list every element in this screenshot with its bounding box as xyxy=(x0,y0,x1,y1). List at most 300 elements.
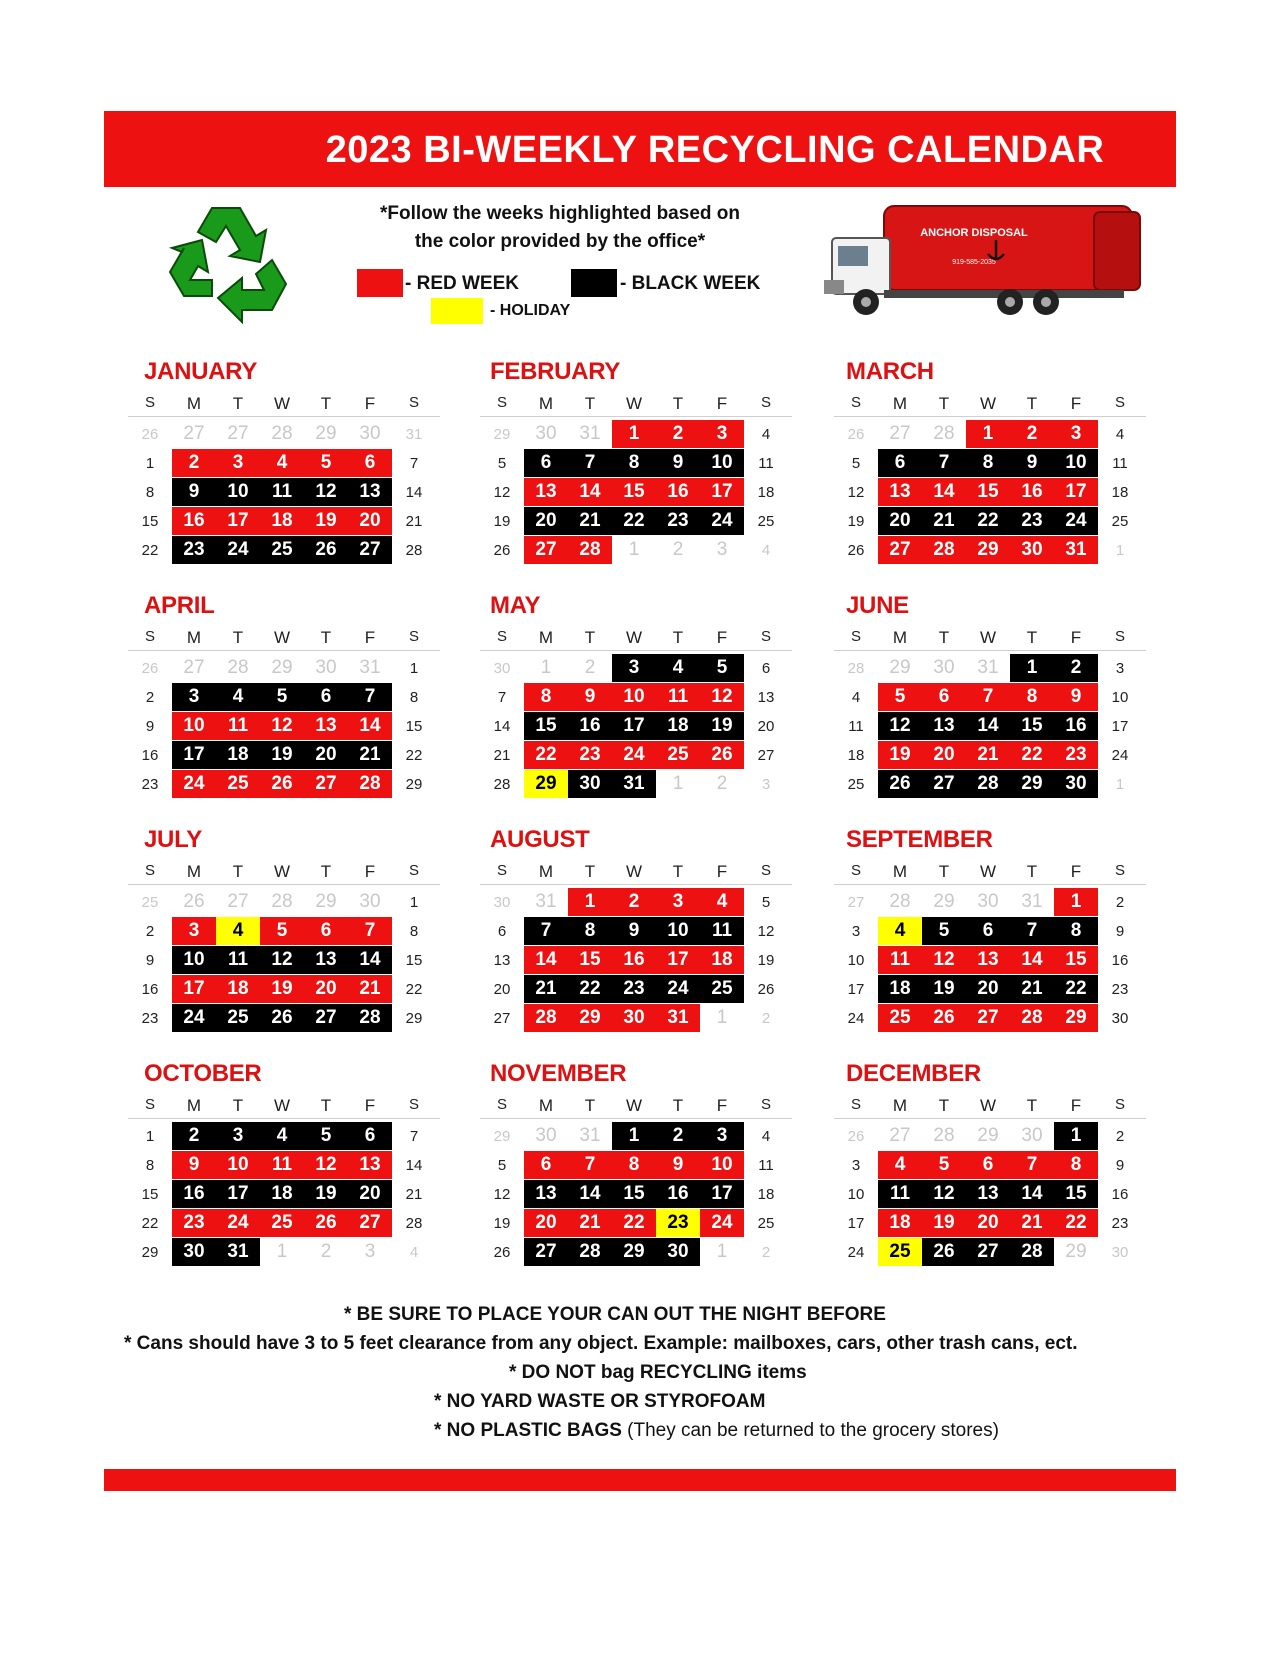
day-cell: 18 xyxy=(847,746,865,764)
day-cell: 17 xyxy=(700,478,744,506)
truck-logo-text: ANCHOR DISPOSAL xyxy=(920,227,1028,239)
day-cell: 27 xyxy=(183,657,205,678)
day-cell: 19 xyxy=(922,1209,966,1237)
day-cell: 28 xyxy=(524,1004,568,1032)
day-cell: 21 xyxy=(1010,1209,1054,1237)
day-cell: 1 xyxy=(145,1127,155,1145)
day-cell: 5 xyxy=(878,683,922,711)
day-cell: 19 xyxy=(493,512,511,530)
day-cell: 1 xyxy=(1115,541,1125,559)
day-cell: 1 xyxy=(409,659,419,677)
red-week-swatch xyxy=(357,269,403,297)
weekday-header: T xyxy=(938,628,950,647)
day-cell: 27 xyxy=(493,1009,511,1027)
day-cell: 1 xyxy=(966,420,1010,448)
day-cell: 31 xyxy=(656,1004,700,1032)
weekday-header: F xyxy=(716,394,728,413)
month-june xyxy=(834,592,1146,802)
weekday-header: T xyxy=(320,1096,332,1115)
day-cell: 26 xyxy=(847,541,865,559)
day-cell: 2 xyxy=(761,1243,771,1261)
month-november xyxy=(480,1060,792,1270)
day-cell: 17 xyxy=(847,1214,865,1232)
page-title: 2023 BI-WEEKLY RECYCLING CALENDAR xyxy=(325,129,1105,171)
day-cell: 30 xyxy=(1054,770,1098,798)
note-line-2: * Cans should have 3 to 5 feet clearance from any object. Example: mailboxes, cars, other trash cans, ect. xyxy=(124,1333,1078,1354)
weekday-header: S xyxy=(496,1096,507,1113)
weekday-header: S xyxy=(144,394,155,411)
weekday-header: S xyxy=(144,628,155,645)
weekday-header: S xyxy=(496,862,507,879)
weekday-header: M xyxy=(538,628,554,647)
weekday-header: S xyxy=(144,862,155,879)
day-cell: 12 xyxy=(493,483,511,501)
day-cell: 18 xyxy=(260,1180,304,1208)
day-cell: 2 xyxy=(672,539,684,560)
day-cell: 12 xyxy=(304,478,348,506)
day-cell: 22 xyxy=(1054,1209,1098,1237)
day-cell: 3 xyxy=(761,775,771,793)
day-cell: 9 xyxy=(568,683,612,711)
day-cell: 29 xyxy=(315,891,337,912)
day-cell: 31 xyxy=(1054,536,1098,564)
day-cell: 8 xyxy=(966,449,1010,477)
day-cell: 19 xyxy=(304,507,348,535)
weekday-header: T xyxy=(672,862,684,881)
day-cell: 22 xyxy=(966,507,1010,535)
note-line-5-normal: (They can be returned to the grocery stores) xyxy=(621,1420,999,1441)
weekday-header-row xyxy=(480,1094,792,1119)
weekday-header: M xyxy=(186,862,202,881)
day-cell: 1 xyxy=(716,1007,728,1028)
day-cell: 18 xyxy=(656,712,700,740)
day-cell: 3 xyxy=(700,1122,744,1150)
day-cell: 2 xyxy=(320,1241,332,1262)
month-january xyxy=(128,358,440,568)
holiday-label: - HOLIDAY xyxy=(490,302,571,319)
month-may xyxy=(480,592,792,802)
day-cell: 25 xyxy=(260,1209,304,1237)
month-name: AUGUST xyxy=(490,826,590,853)
day-cell: 4 xyxy=(851,688,861,706)
weekday-header-row xyxy=(834,626,1146,651)
day-cell: 15 xyxy=(568,946,612,974)
day-cell: 8 xyxy=(612,1151,656,1179)
day-cell: 6 xyxy=(878,449,922,477)
day-cell: 18 xyxy=(757,483,775,501)
day-cell: 11 xyxy=(878,1180,922,1208)
day-cell: 26 xyxy=(141,659,159,677)
month-name: JULY xyxy=(144,826,202,853)
day-cell: 12 xyxy=(757,922,775,940)
day-cell: 13 xyxy=(348,478,392,506)
day-cell: 20 xyxy=(757,717,775,735)
day-cell: 23 xyxy=(656,1209,700,1237)
day-cell: 13 xyxy=(922,712,966,740)
day-cell: 16 xyxy=(1111,1185,1129,1203)
day-cell: 28 xyxy=(568,536,612,564)
month-name: DECEMBER xyxy=(846,1060,981,1087)
black-week-label: - BLACK WEEK xyxy=(620,273,761,294)
day-cell: 16 xyxy=(568,712,612,740)
weekday-header-row xyxy=(480,626,792,651)
day-cell: 30 xyxy=(568,770,612,798)
day-cell: 15 xyxy=(141,1185,159,1203)
day-cell: 5 xyxy=(761,893,771,911)
note-line-3: * DO NOT bag RECYCLING items xyxy=(509,1362,807,1383)
day-cell: 28 xyxy=(847,659,865,677)
day-cell: 18 xyxy=(700,946,744,974)
day-cell: 5 xyxy=(304,1122,348,1150)
month-march xyxy=(834,358,1146,568)
day-cell: 11 xyxy=(1112,454,1128,472)
day-cell: 21 xyxy=(348,741,392,769)
day-cell: 7 xyxy=(409,1127,419,1145)
day-cell: 19 xyxy=(260,741,304,769)
day-cell: 31 xyxy=(579,1125,601,1146)
day-cell: 1 xyxy=(145,454,155,472)
day-cell: 6 xyxy=(966,917,1010,945)
day-cell: 10 xyxy=(847,951,865,969)
day-cell: 25 xyxy=(260,536,304,564)
day-cell: 23 xyxy=(141,775,159,793)
weekday-header: T xyxy=(672,394,684,413)
month-name: MARCH xyxy=(846,358,934,385)
day-cell: 3 xyxy=(656,888,700,916)
weekday-header: S xyxy=(144,1096,155,1113)
weekday-header: F xyxy=(364,862,376,881)
day-cell: 14 xyxy=(348,946,392,974)
day-cell: 6 xyxy=(497,922,507,940)
day-cell: 30 xyxy=(535,423,557,444)
day-cell: 14 xyxy=(524,946,568,974)
day-cell: 4 xyxy=(260,1122,304,1150)
day-cell: 24 xyxy=(1111,746,1129,764)
day-cell: 27 xyxy=(524,1238,568,1266)
day-cell: 31 xyxy=(405,425,423,443)
day-cell: 27 xyxy=(757,746,775,764)
day-cell: 30 xyxy=(977,891,999,912)
weekday-header: T xyxy=(320,394,332,413)
day-cell: 7 xyxy=(568,449,612,477)
day-cell: 10 xyxy=(216,478,260,506)
day-cell: 2 xyxy=(656,1122,700,1150)
day-cell: 27 xyxy=(348,1209,392,1237)
day-cell: 2 xyxy=(1115,893,1125,911)
day-cell: 24 xyxy=(216,536,260,564)
day-cell: 18 xyxy=(757,1185,775,1203)
weekday-header-row xyxy=(480,860,792,885)
day-cell: 25 xyxy=(141,893,159,911)
day-cell: 20 xyxy=(966,975,1010,1003)
day-cell: 1 xyxy=(1054,1122,1098,1150)
day-cell: 9 xyxy=(172,1151,216,1179)
weekday-header: F xyxy=(716,1096,728,1115)
day-cell: 16 xyxy=(141,746,159,764)
day-cell: 19 xyxy=(847,512,865,530)
day-cell: 16 xyxy=(141,980,159,998)
day-cell: 10 xyxy=(172,712,216,740)
weekday-header: M xyxy=(538,1096,554,1115)
day-cell: 26 xyxy=(922,1238,966,1266)
weekday-header: S xyxy=(408,1096,419,1113)
day-cell: 15 xyxy=(1054,1180,1098,1208)
day-cell: 9 xyxy=(1054,683,1098,711)
day-cell: 17 xyxy=(172,975,216,1003)
day-cell: 31 xyxy=(359,657,381,678)
day-cell: 6 xyxy=(966,1151,1010,1179)
day-cell: 25 xyxy=(656,741,700,769)
day-cell: 21 xyxy=(405,512,423,530)
weekday-header: M xyxy=(892,1096,908,1115)
day-cell: 9 xyxy=(656,449,700,477)
day-cell: 14 xyxy=(966,712,1010,740)
weekday-header: S xyxy=(760,394,771,411)
day-cell: 22 xyxy=(568,975,612,1003)
weekday-header: S xyxy=(1114,862,1125,879)
day-cell: 23 xyxy=(172,1209,216,1237)
day-cell: 30 xyxy=(656,1238,700,1266)
day-cell: 16 xyxy=(172,1180,216,1208)
day-cell: 20 xyxy=(922,741,966,769)
day-cell: 7 xyxy=(348,683,392,711)
note-line-4: * NO YARD WASTE OR STYROFOAM xyxy=(434,1391,766,1412)
day-cell: 9 xyxy=(1010,449,1054,477)
day-cell: 3 xyxy=(700,420,744,448)
day-cell: 1 xyxy=(612,1122,656,1150)
day-cell: 10 xyxy=(612,683,656,711)
month-december xyxy=(834,1060,1146,1270)
day-cell: 2 xyxy=(145,922,155,940)
day-cell: 20 xyxy=(524,507,568,535)
title-banner xyxy=(104,111,1176,187)
day-cell: 12 xyxy=(847,483,865,501)
day-cell: 12 xyxy=(878,712,922,740)
day-cell: 21 xyxy=(568,1209,612,1237)
weekday-header: S xyxy=(408,862,419,879)
day-cell: 10 xyxy=(1054,449,1098,477)
day-cell: 1 xyxy=(1115,775,1125,793)
day-cell: 13 xyxy=(524,478,568,506)
day-cell: 8 xyxy=(145,1156,155,1174)
day-cell: 27 xyxy=(183,423,205,444)
weekday-header-row xyxy=(480,392,792,417)
weekday-header: T xyxy=(938,394,950,413)
day-cell: 24 xyxy=(847,1243,865,1261)
day-cell: 29 xyxy=(141,1243,159,1261)
day-cell: 29 xyxy=(568,1004,612,1032)
month-april xyxy=(128,592,440,802)
day-cell: 29 xyxy=(612,1238,656,1266)
day-cell: 20 xyxy=(348,507,392,535)
day-cell: 7 xyxy=(348,917,392,945)
weekday-header-row xyxy=(128,392,440,417)
day-cell: 7 xyxy=(568,1151,612,1179)
day-cell: 27 xyxy=(348,536,392,564)
day-cell: 17 xyxy=(847,980,865,998)
day-cell: 9 xyxy=(172,478,216,506)
day-cell: 26 xyxy=(878,770,922,798)
day-cell: 5 xyxy=(304,449,348,477)
day-cell: 29 xyxy=(315,423,337,444)
day-cell: 11 xyxy=(700,917,744,945)
weekday-header-row xyxy=(834,1094,1146,1119)
day-cell: 10 xyxy=(172,946,216,974)
day-cell: 1 xyxy=(568,888,612,916)
day-cell: 16 xyxy=(656,1180,700,1208)
day-cell: 28 xyxy=(1010,1004,1054,1032)
day-cell: 31 xyxy=(1021,891,1043,912)
day-cell: 29 xyxy=(493,425,511,443)
day-cell: 17 xyxy=(1054,478,1098,506)
day-cell: 2 xyxy=(172,1122,216,1150)
weekday-header-row xyxy=(834,860,1146,885)
day-cell: 20 xyxy=(304,741,348,769)
day-cell: 20 xyxy=(878,507,922,535)
weekday-header: S xyxy=(408,628,419,645)
day-cell: 31 xyxy=(216,1238,260,1266)
day-cell: 7 xyxy=(409,454,419,472)
weekday-header: W xyxy=(979,862,997,881)
day-cell: 4 xyxy=(761,425,771,443)
day-cell: 22 xyxy=(405,980,423,998)
weekday-header: T xyxy=(232,1096,244,1115)
weekday-header: T xyxy=(938,862,950,881)
day-cell: 16 xyxy=(1010,478,1054,506)
weekday-header: S xyxy=(1114,394,1125,411)
garbage-truck-image xyxy=(824,202,1146,326)
day-cell: 25 xyxy=(757,512,775,530)
weekday-header: T xyxy=(584,628,596,647)
day-cell: 12 xyxy=(922,946,966,974)
weekday-header: T xyxy=(232,394,244,413)
day-cell: 19 xyxy=(922,975,966,1003)
day-cell: 14 xyxy=(493,717,511,735)
weekday-header: S xyxy=(408,394,419,411)
day-cell: 6 xyxy=(524,1151,568,1179)
day-cell: 13 xyxy=(757,688,775,706)
day-cell: 24 xyxy=(700,1209,744,1237)
day-cell: 13 xyxy=(878,478,922,506)
weekday-header: F xyxy=(364,394,376,413)
black-week-swatch xyxy=(571,269,617,297)
day-cell: 10 xyxy=(700,449,744,477)
month-october xyxy=(128,1060,440,1270)
day-cell: 25 xyxy=(700,975,744,1003)
weekday-header-row xyxy=(128,626,440,651)
weekday-header: S xyxy=(1114,1096,1125,1113)
weekday-header: S xyxy=(850,628,861,645)
day-cell: 16 xyxy=(1054,712,1098,740)
day-cell: 4 xyxy=(216,683,260,711)
day-cell: 31 xyxy=(579,423,601,444)
day-cell: 4 xyxy=(260,449,304,477)
weekday-header: T xyxy=(1026,628,1038,647)
weekday-header: S xyxy=(760,862,771,879)
day-cell: 27 xyxy=(227,891,249,912)
month-name: JUNE xyxy=(846,592,909,619)
note-line-5 xyxy=(434,1416,999,1445)
weekday-header: W xyxy=(625,862,643,881)
day-cell: 6 xyxy=(304,683,348,711)
weekday-header: T xyxy=(584,862,596,881)
month-name: OCTOBER xyxy=(144,1060,262,1087)
day-cell: 27 xyxy=(524,536,568,564)
day-cell: 26 xyxy=(847,425,865,443)
day-cell: 30 xyxy=(493,893,511,911)
day-cell: 10 xyxy=(656,917,700,945)
day-cell: 2 xyxy=(1010,420,1054,448)
day-cell: 2 xyxy=(612,888,656,916)
day-cell: 23 xyxy=(141,1009,159,1027)
day-cell: 30 xyxy=(359,423,381,444)
day-cell: 3 xyxy=(172,683,216,711)
day-cell: 18 xyxy=(1111,483,1129,501)
day-cell: 27 xyxy=(304,1004,348,1032)
day-cell: 15 xyxy=(1054,946,1098,974)
day-cell: 13 xyxy=(304,712,348,740)
day-cell: 12 xyxy=(304,1151,348,1179)
weekday-header: S xyxy=(1114,628,1125,645)
day-cell: 26 xyxy=(304,536,348,564)
day-cell: 30 xyxy=(493,659,511,677)
day-cell: 26 xyxy=(922,1004,966,1032)
day-cell: 28 xyxy=(568,1238,612,1266)
legend-note-line1: *Follow the weeks highlighted based on xyxy=(380,203,740,224)
day-cell: 6 xyxy=(348,1122,392,1150)
day-cell: 28 xyxy=(271,423,293,444)
day-cell: 2 xyxy=(656,420,700,448)
weekday-header: F xyxy=(1070,628,1082,647)
day-cell: 14 xyxy=(405,1156,423,1174)
weekday-header-row xyxy=(128,860,440,885)
day-cell: 8 xyxy=(524,683,568,711)
day-cell: 6 xyxy=(761,659,771,677)
day-cell: 5 xyxy=(260,683,304,711)
weekday-header: T xyxy=(584,394,596,413)
day-cell: 27 xyxy=(847,893,865,911)
day-cell: 22 xyxy=(524,741,568,769)
day-cell: 25 xyxy=(878,1238,922,1266)
day-cell: 11 xyxy=(878,946,922,974)
day-cell: 23 xyxy=(172,536,216,564)
day-cell: 26 xyxy=(260,1004,304,1032)
day-cell: 1 xyxy=(1010,654,1054,682)
day-cell: 30 xyxy=(612,1004,656,1032)
month-july xyxy=(128,826,440,1036)
day-cell: 25 xyxy=(216,770,260,798)
weekday-header: F xyxy=(716,862,728,881)
day-cell: 28 xyxy=(889,891,911,912)
day-cell: 7 xyxy=(1010,1151,1054,1179)
day-cell: 29 xyxy=(1010,770,1054,798)
weekday-header: S xyxy=(850,394,861,411)
day-cell: 8 xyxy=(409,922,419,940)
weekday-header: F xyxy=(1070,1096,1082,1115)
weekday-header: F xyxy=(364,1096,376,1115)
day-cell: 17 xyxy=(612,712,656,740)
day-cell: 25 xyxy=(216,1004,260,1032)
day-cell: 17 xyxy=(172,741,216,769)
footer-bar xyxy=(104,1469,1176,1491)
weekday-header: M xyxy=(186,394,202,413)
weekday-header: T xyxy=(1026,862,1038,881)
day-cell: 16 xyxy=(172,507,216,535)
day-cell: 8 xyxy=(409,688,419,706)
day-cell: 6 xyxy=(304,917,348,945)
note-line-1: * BE SURE TO PLACE YOUR CAN OUT THE NIGHT BEFORE xyxy=(344,1304,886,1325)
day-cell: 21 xyxy=(348,975,392,1003)
